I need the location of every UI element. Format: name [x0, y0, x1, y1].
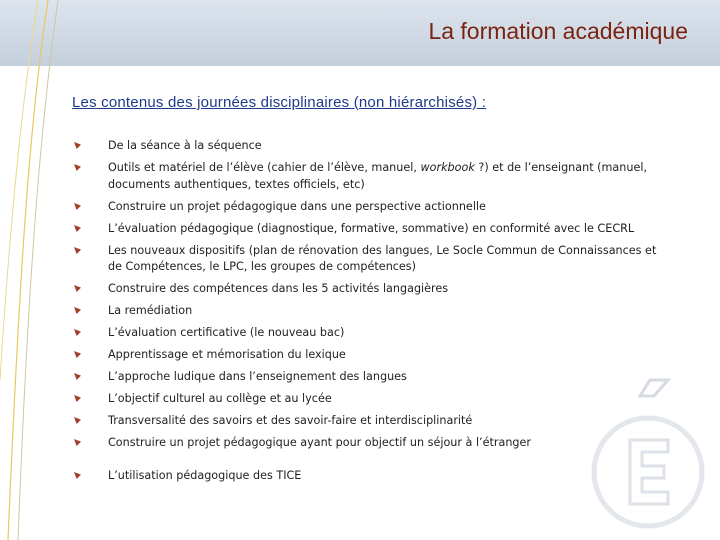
- list-item-text: Outils et matériel de l’élève (cahier de l’élève, manuel, workbook ?) et de l’enseignant (manuel, documents authentiques, textes officiels, etc): [108, 161, 647, 191]
- list-item: [72, 138, 672, 155]
- list-item-text: L’évaluation pédagogique (diagnostique, formative, sommative) en conformité avec le CECRL: [108, 221, 635, 235]
- list-item: [72, 281, 672, 298]
- list-item-text: L’évaluation certificative (le nouveau bac): [108, 326, 345, 339]
- bullet-icon: [74, 472, 81, 479]
- bullet-icon: [74, 285, 81, 292]
- list-item-text: L’approche ludique dans l’enseignement des langues: [108, 370, 407, 383]
- bullet-icon: [74, 307, 81, 314]
- list-item-text: La remédiation: [108, 304, 193, 317]
- bullet-icon: [74, 351, 81, 358]
- bullet-icon: [74, 395, 81, 402]
- bullet-icon: [74, 247, 81, 254]
- list-item: [72, 369, 672, 386]
- list-item: [72, 347, 672, 364]
- list-item-text: De la séance à la séquence: [108, 139, 262, 152]
- bullet-icon: [74, 203, 81, 210]
- e-acute-logo-icon: [588, 372, 708, 532]
- bullet-icon: [74, 329, 81, 336]
- bullet-icon: [74, 373, 81, 380]
- list-item: [72, 468, 672, 485]
- bullet-icon: [74, 417, 81, 424]
- list-item-text: Construire des compétences dans les 5 activités langagières: [108, 282, 449, 295]
- list-item-text: Apprentissage et mémorisation du lexique: [108, 348, 346, 361]
- list-item-text: L’objectif culturel au collège et au lycée: [108, 392, 332, 405]
- bullet-icon: [74, 142, 81, 149]
- list-item-text: Construire un projet pédagogique ayant pour objectif un séjour à l’étranger: [108, 436, 532, 449]
- list-item: [72, 391, 672, 408]
- list-item: [72, 435, 672, 452]
- content-list: [72, 138, 672, 490]
- list-item: [72, 199, 672, 216]
- section-subtitle: Les contenus des journées disciplinaires (non hiérarchisés) :: [72, 94, 487, 111]
- list-item-text: L’utilisation pédagogique des TICE: [108, 468, 302, 482]
- bullet-icon: [74, 225, 81, 232]
- list-item: [72, 160, 672, 193]
- list-item-text: Les nouveaux dispositifs (plan de rénovation des langues, Le Socle Commun de Connaissances et de Compétences, le LPC, les groupes de compétences): [108, 243, 657, 273]
- list-item-text: Transversalité des savoirs et des savoir-faire et interdisciplinarité: [108, 414, 473, 427]
- page-title: La formation académique: [428, 18, 688, 44]
- list-item: [72, 221, 672, 238]
- bullet-icon: [74, 164, 81, 171]
- list-item: [72, 413, 672, 430]
- bullet-icon: [74, 439, 81, 446]
- list-item: [72, 243, 672, 276]
- list-item-text: Construire un projet pédagogique dans une perspective actionnelle: [108, 199, 486, 213]
- list-item: [72, 303, 672, 320]
- list-item: [72, 325, 672, 342]
